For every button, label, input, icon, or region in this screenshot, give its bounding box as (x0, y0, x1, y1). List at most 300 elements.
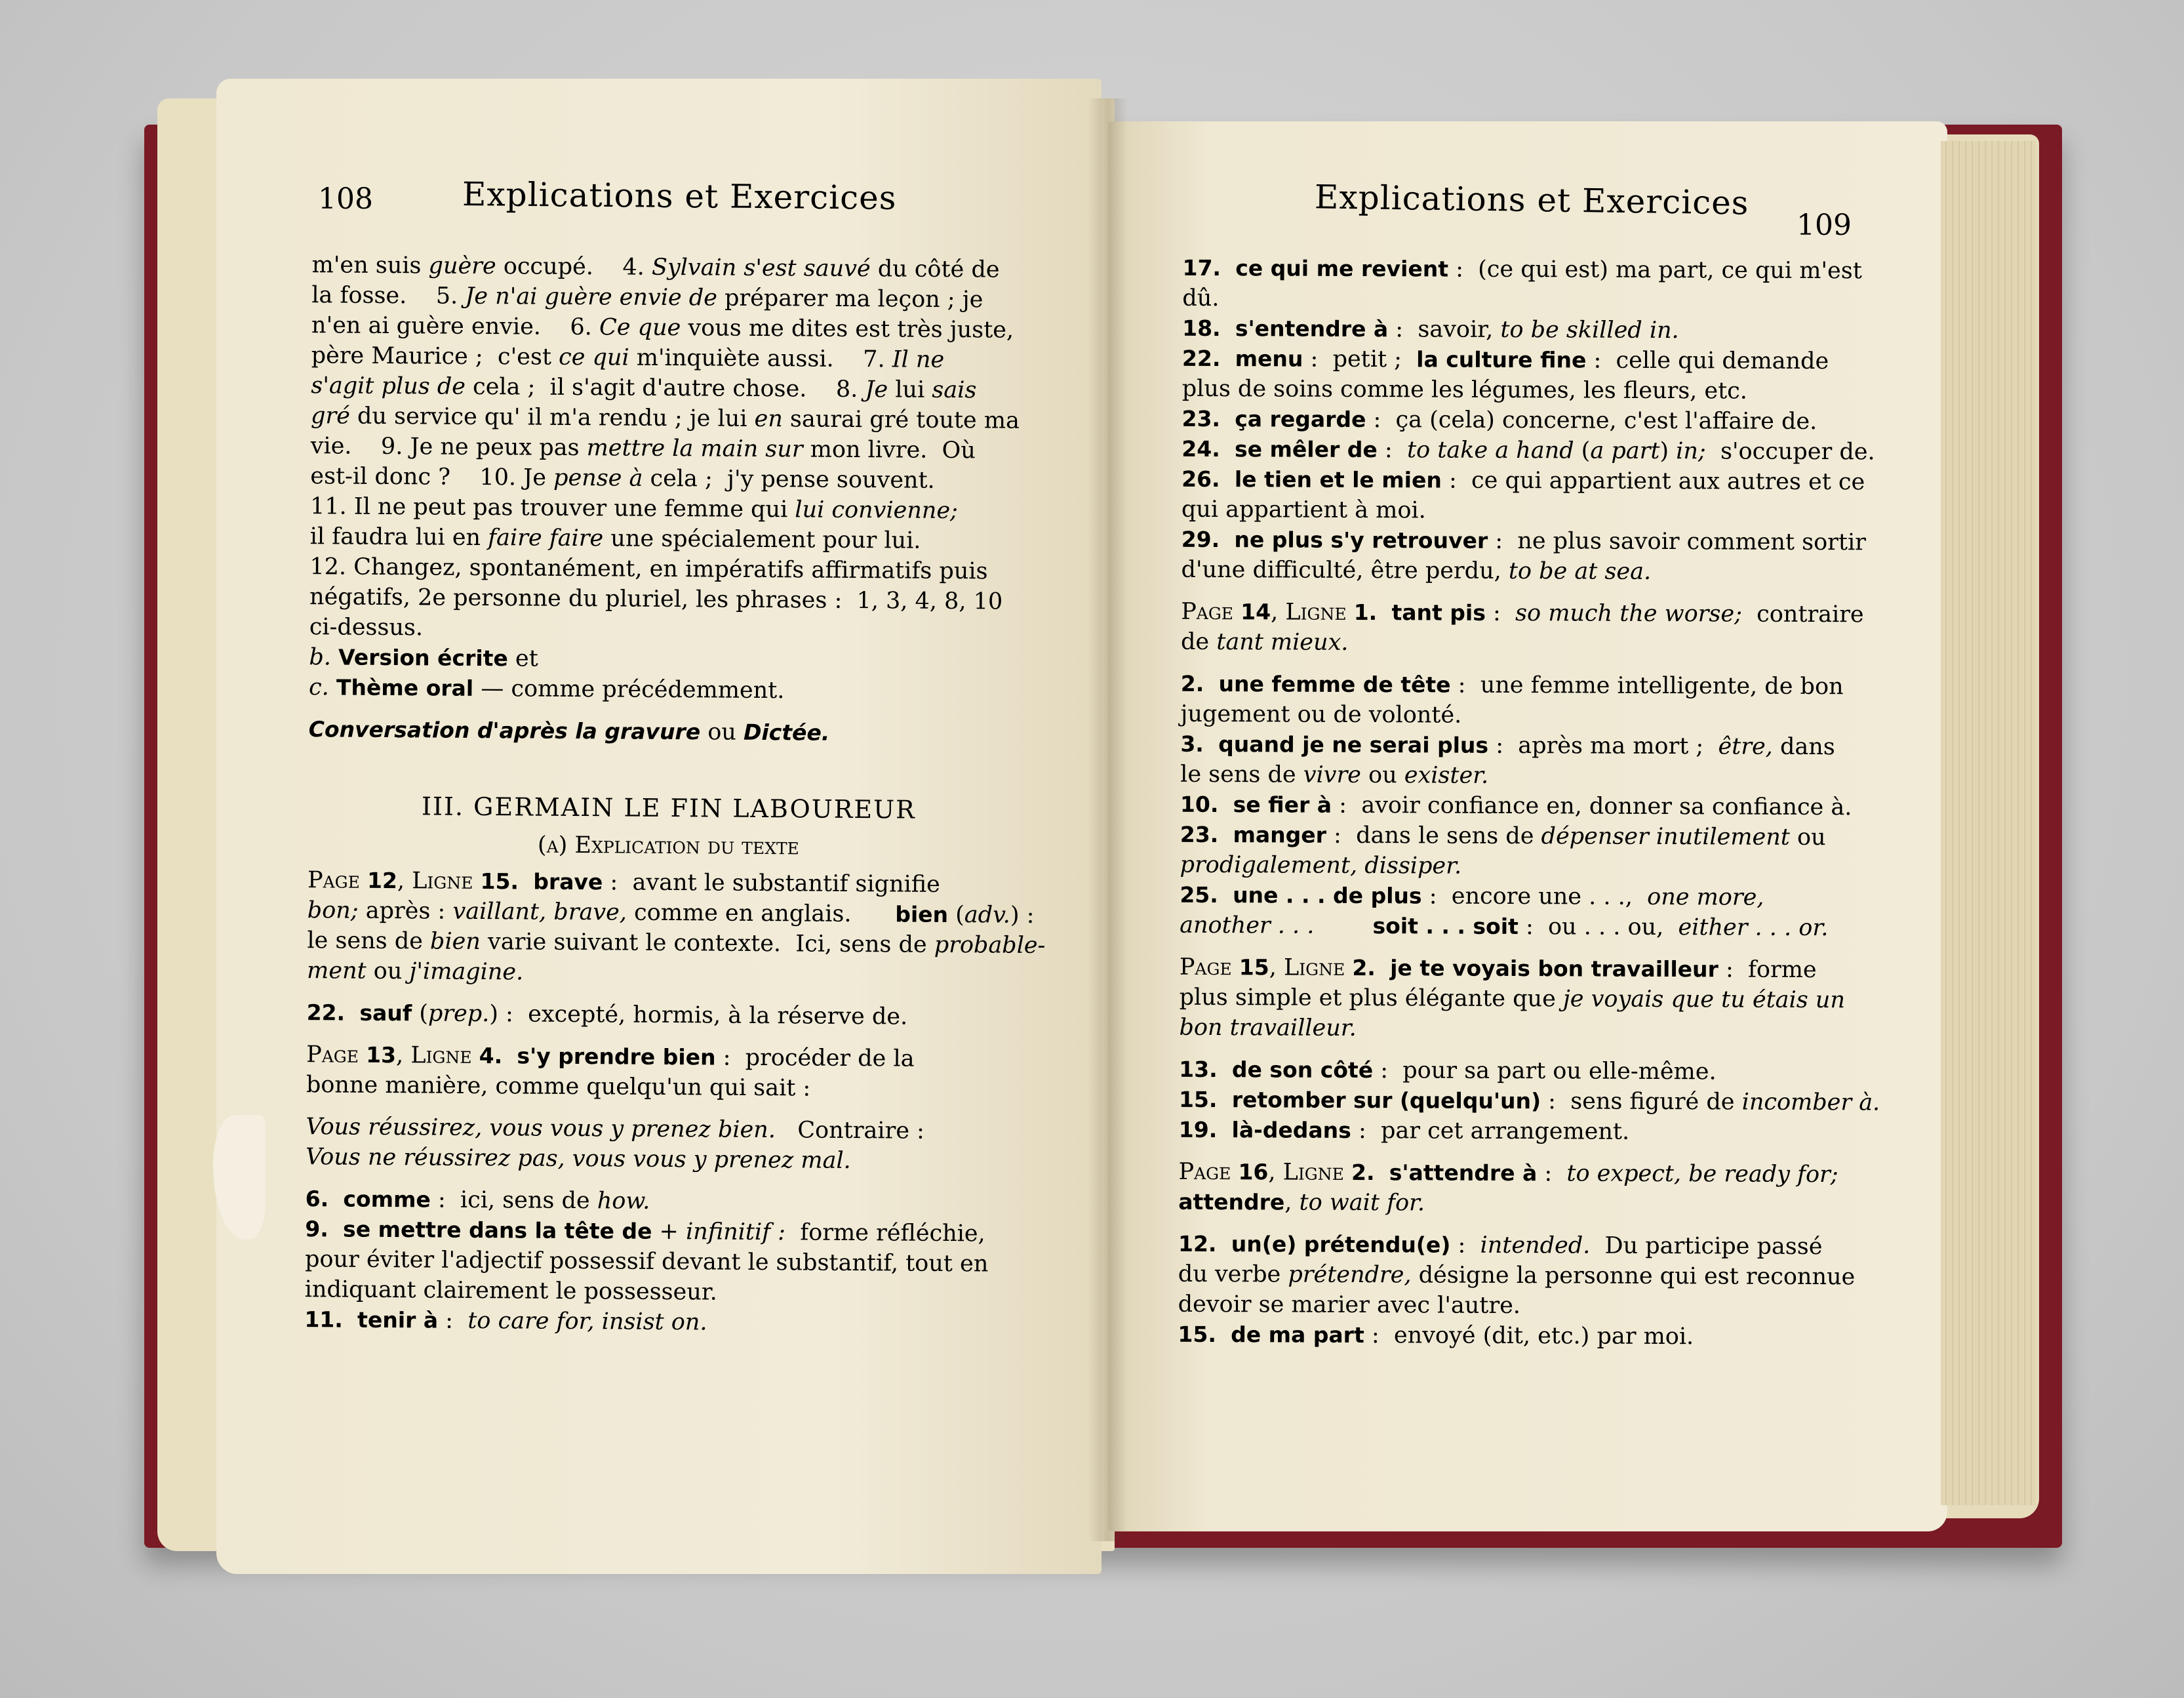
text-run: : sens figuré de (1541, 1088, 1742, 1116)
text-run: le sens de (307, 927, 431, 955)
text-line (308, 865, 1029, 900)
text-run: ce qui (558, 344, 629, 371)
text-run: est-il donc ? 10. Je (310, 463, 554, 491)
text-run: : ici, sens de (430, 1186, 597, 1215)
text-run: 12. Changez, spontanément, en impératifs affirmatifs puis (309, 554, 988, 585)
text-run: lui (888, 376, 932, 403)
text-line (1178, 1187, 1840, 1220)
text-run (1216, 1322, 1231, 1348)
text-run: how. (597, 1188, 650, 1215)
text-run: , (1284, 1189, 1300, 1216)
text-run (1377, 599, 1391, 626)
text-line (1179, 1055, 1841, 1087)
text-run: to take a hand (1406, 437, 1574, 464)
text-run: vivre (1303, 761, 1362, 788)
text-run: forme réfléchie, (785, 1219, 985, 1247)
text-line (309, 612, 1031, 647)
text-run: ou (1789, 824, 1826, 851)
text-run (1221, 315, 1235, 342)
text-run: contraire (1741, 601, 1864, 628)
text-run (1220, 346, 1235, 372)
text-run: , (1268, 1159, 1283, 1186)
text-run: Thème oral (336, 674, 474, 701)
text-run: tant pis (1391, 599, 1486, 626)
text-run: adv. (964, 902, 1011, 929)
text-run: il faudra lui en (309, 523, 488, 552)
text-run: : (1450, 1232, 1480, 1259)
text-run (1216, 1231, 1231, 1257)
text-run: m'inquiète aussi. 7. (629, 344, 892, 373)
text-run: — comme précédemment. (473, 675, 785, 704)
text-run: se mettre dans la tête de (342, 1216, 652, 1244)
text-line (1178, 1229, 1840, 1262)
left-explication-lines (304, 865, 1046, 1340)
text-run: 2. (1351, 1159, 1375, 1186)
text-run: qui appartient à moi. (1181, 496, 1426, 524)
text-run: indiquant clairement le possesseur. (304, 1276, 718, 1306)
text-run: devoir se marier avec l'autre. (1178, 1291, 1521, 1320)
text-run: 9. (305, 1216, 329, 1242)
text-run: 11. Il ne peut pas trouver une femme qui (309, 493, 795, 523)
text-line (307, 895, 1035, 931)
text-run: a part (1590, 437, 1660, 464)
text-run: sauf (359, 1000, 412, 1026)
text-line (1180, 790, 1852, 822)
text-line (309, 642, 1030, 677)
text-run (343, 1307, 358, 1333)
text-line (1181, 434, 1875, 467)
text-run: s'agit plus de (311, 373, 466, 400)
text-run: bien (895, 901, 949, 927)
text-run: s'occuper de. (1705, 438, 1875, 466)
text-run: prétendre, (1288, 1261, 1412, 1289)
text-run: : (ce qui est) ma part, ce qui m'est (1448, 256, 1862, 285)
text-run: : savoir, (1388, 316, 1501, 343)
text-run (1220, 436, 1235, 462)
text-run: : ce qui appartient aux autres et ce (1441, 467, 1865, 496)
text-run: père Maurice ; c'est (311, 342, 559, 371)
text-line (309, 552, 1031, 587)
text-line (1182, 344, 1844, 376)
text-run: Ligne (1282, 1159, 1352, 1186)
text-run: : (1485, 599, 1516, 627)
text-run: vous me dites est très juste, (681, 315, 1014, 344)
text-run: ( (947, 901, 965, 929)
text-run: Du participe passé (1590, 1232, 1823, 1261)
text-line (1182, 374, 1844, 407)
text-line (311, 310, 1033, 346)
text-run (502, 1043, 517, 1069)
left-page-body (304, 250, 1046, 1340)
text-run: 11. (304, 1306, 344, 1333)
text-run: : pour sa part ou elle-même. (1373, 1057, 1717, 1085)
text-run: bonne manière, comme quelqu'un qui sait : (306, 1072, 811, 1102)
text-run: Version écrite (338, 644, 508, 672)
text-run: 14 (1241, 599, 1271, 625)
book-gutter (1088, 98, 1128, 1541)
text-run: another . . . (1180, 912, 1315, 939)
text-run: : forme (1718, 956, 1817, 984)
text-run: 1. (1353, 599, 1378, 626)
text-run (1374, 1160, 1389, 1186)
text-run: bon; (307, 897, 359, 924)
text-run: one more, (1647, 883, 1764, 911)
text-run: vaillant, brave, (452, 898, 627, 926)
text-line (1181, 464, 1865, 497)
text-run: une femme de tête (1218, 671, 1451, 698)
text-run: Contraire : (775, 1117, 925, 1144)
text-run: : (1377, 437, 1408, 464)
text-line (1178, 1259, 1856, 1292)
text-run: soit . . . soit (1372, 913, 1519, 940)
text-run: ment (306, 958, 367, 984)
right-running-head: Explications et Exercices (1314, 178, 1749, 222)
text-run: , (395, 1042, 411, 1069)
text-run: so much the worse; (1515, 600, 1743, 628)
text-run (1218, 822, 1233, 848)
text-run: du verbe (1178, 1261, 1288, 1288)
text-line (309, 672, 1030, 708)
text-line (311, 280, 1033, 315)
text-run: 3. (1180, 731, 1204, 757)
text-run: cela ; j'y pense souvent. (643, 465, 935, 494)
text-run: varie suivant le contexte. Ici, sens de (480, 929, 934, 958)
text-run: 12 (367, 867, 398, 894)
text-run: either . . . or. (1678, 914, 1829, 942)
text-run: : dans le sens de (1326, 822, 1541, 850)
text-run: + (652, 1218, 686, 1245)
text-line (1181, 627, 1843, 660)
text-line (1180, 729, 1842, 762)
text-run: ou (700, 719, 744, 746)
text-line (307, 956, 1028, 991)
text-run: Page (306, 1041, 367, 1068)
text-run: : petit ; (1303, 346, 1417, 373)
text-run (1218, 882, 1233, 908)
text-run: 12. (1178, 1230, 1217, 1257)
text-line (309, 714, 1030, 750)
text-run: mon livre. Où (803, 436, 976, 464)
text-run (1217, 1117, 1231, 1143)
text-run: : ou . . . ou, (1518, 914, 1678, 941)
left-page-number: 108 (318, 182, 373, 216)
text-run: une . . . de plus (1233, 882, 1422, 909)
text-run: Conversation d'après la gravure (308, 716, 701, 745)
text-run: la culture fine (1416, 346, 1587, 373)
text-run (1220, 527, 1234, 553)
text-run (1218, 792, 1233, 818)
text-line (306, 1184, 1027, 1219)
section-title: III. GERMAIN LE FIN LABOUREUR (421, 792, 916, 824)
right-page-edges (1941, 141, 2036, 1505)
text-run: incomber à. (1741, 1089, 1880, 1116)
text-run: ou (366, 958, 410, 985)
text-run: vie. 9. Je ne peux pas (310, 433, 587, 462)
text-line (304, 1304, 1025, 1340)
text-line (305, 1274, 1026, 1310)
text-run: occupé. 4. (496, 253, 652, 281)
text-line (1180, 952, 1842, 985)
text-run: retomber sur (quelqu'un) (1231, 1087, 1541, 1114)
text-run: lui convienne; (795, 496, 959, 525)
text-run: là-dedans (1231, 1117, 1351, 1143)
text-run (1204, 731, 1218, 758)
text-run: 16 (1238, 1159, 1269, 1185)
text-run: ( (1574, 437, 1591, 464)
text-run: c. (308, 674, 330, 701)
text-run: dans (1772, 733, 1835, 761)
text-run: Dictée. (743, 719, 830, 746)
text-run: du service qu' il m'a rendu ; je lui (349, 403, 755, 432)
text-run: ) : excepté, hormis, à la réserve de. (489, 1001, 908, 1030)
text-run: Sylvain s'est sauvé (651, 254, 871, 283)
text-run: Ligne (1283, 954, 1353, 981)
text-run: gré (310, 403, 351, 430)
text-run: : celle qui demande (1586, 347, 1829, 375)
text-run (1314, 913, 1372, 939)
text-run: exister. (1404, 762, 1489, 789)
text-line (307, 998, 1028, 1033)
text-run: bien (429, 928, 481, 956)
text-run: b. (309, 644, 332, 671)
text-run: du côté de (870, 256, 1000, 283)
text-run: Ce que (599, 314, 681, 342)
text-run (328, 1186, 344, 1212)
text-run: m'en suis (311, 252, 429, 279)
text-run: Page (1178, 1158, 1239, 1186)
text-line (1182, 253, 1862, 286)
text-run: ci-dessus. (309, 614, 424, 641)
right-explication-lines (1178, 253, 1880, 1352)
text-run: le sens de (1180, 761, 1303, 788)
text-run: s'attendre à (1389, 1160, 1538, 1186)
text-run: 19. (1178, 1116, 1218, 1143)
text-run: se fier à (1233, 792, 1332, 818)
right-page-body (1178, 253, 1880, 1352)
text-run: in; (1676, 438, 1706, 465)
text-line (1181, 669, 1843, 702)
text-run: je te voyais bon travailleur (1390, 955, 1718, 982)
text-run: cela ; il s'agit d'autre chose. 8. (465, 373, 865, 403)
text-run: Page (307, 867, 368, 894)
text-run: : une femme intelligente, de bon (1450, 672, 1844, 700)
text-run: attendre (1178, 1188, 1285, 1215)
text-run (519, 868, 534, 895)
text-run: de ma part (1231, 1322, 1364, 1348)
text-run: ) : (1010, 902, 1035, 929)
text-run: Ligne (410, 1042, 479, 1069)
text-run: Je n'ai guère envie de (465, 283, 718, 312)
text-run: plus simple et plus élégante que (1179, 984, 1564, 1013)
text-run: 13 (366, 1041, 397, 1068)
text-line (305, 1244, 1026, 1280)
text-run: 22. (306, 1000, 346, 1026)
text-line (311, 250, 1033, 285)
text-run: 17. (1182, 254, 1221, 281)
text-run: sais (932, 376, 977, 404)
text-line (306, 1142, 1027, 1177)
text-run: Page (1179, 954, 1239, 981)
text-line (311, 401, 1032, 436)
text-line (1178, 1320, 1840, 1352)
text-run: 2. (1180, 670, 1204, 697)
text-run: : avant le substantif signifie (603, 869, 940, 898)
text-run: ne plus s'y retrouver (1234, 527, 1488, 554)
text-run: : envoyé (dit, etc.) par moi. (1364, 1322, 1694, 1350)
text-run: , (1271, 599, 1286, 626)
text-run: 2. (1352, 954, 1376, 981)
text-run: Vous réussirez, vous vous y prenez bien. (306, 1114, 776, 1144)
text-run: la fosse. 5. (311, 282, 466, 310)
text-run: intended. (1480, 1232, 1591, 1259)
text-run: j'imagine. (409, 958, 524, 986)
text-line (1181, 525, 1867, 557)
text-line (311, 371, 1032, 406)
text-run: le tien et le mien (1234, 466, 1442, 493)
text-run: ça regarde (1235, 406, 1366, 433)
left-running-head: Explications et Exercices (462, 175, 897, 217)
text-run: to be at sea. (1508, 557, 1652, 585)
text-run: , (1269, 954, 1284, 981)
text-run: guère (428, 253, 496, 280)
text-run: 23. (1180, 821, 1219, 848)
text-run: 15 (1239, 954, 1269, 980)
text-run: : avoir confiance en, donner sa confiance à. (1332, 792, 1852, 821)
text-run: Ligne (412, 868, 481, 895)
text-run: ou (1360, 762, 1404, 789)
text-run: 29. (1181, 526, 1220, 553)
text-run: 15. (1178, 1086, 1218, 1113)
text-run: 25. (1180, 881, 1218, 908)
text-run: 26. (1181, 466, 1220, 493)
text-run: d'une difficulté, être perdu, (1181, 556, 1509, 584)
text-run: menu (1235, 346, 1303, 372)
text-line (1182, 313, 1844, 346)
text-run: 18. (1182, 315, 1221, 342)
text-run: Ligne (1285, 599, 1354, 626)
text-run: prep. (427, 1000, 490, 1028)
text-run: 15. (480, 868, 519, 895)
text-run: : (1537, 1160, 1567, 1187)
text-line (311, 340, 1033, 376)
text-run: être, (1718, 733, 1773, 760)
text-run: brave (533, 868, 603, 895)
text-line (1180, 880, 1842, 913)
text-run: un(e) prétendu(e) (1231, 1231, 1451, 1258)
text-line (310, 491, 1031, 527)
text-line (1181, 404, 1844, 437)
right-page-number: 109 (1797, 209, 1852, 242)
text-run: dépenser inutilement (1541, 823, 1790, 851)
text-run: n'en ai guère envie. 6. (311, 312, 600, 341)
text-run: Il ne (892, 346, 945, 373)
text-run: ( (412, 1000, 429, 1027)
text-line (1178, 1289, 1840, 1322)
text-line (1180, 910, 1842, 943)
text-run: désigne la personne qui est reconnue (1411, 1262, 1856, 1291)
text-run: et (507, 645, 538, 672)
text-run (1217, 1087, 1231, 1113)
text-run (1220, 406, 1235, 432)
text-run: 4. (479, 1042, 503, 1069)
text-run: manger (1233, 822, 1327, 848)
text-run (328, 1216, 344, 1242)
left-exercise-lines (309, 250, 1033, 750)
text-run: 23. (1181, 405, 1221, 432)
text-line (311, 431, 1032, 466)
text-run: tant mieux. (1216, 629, 1349, 656)
text-run: faire faire (488, 525, 604, 552)
text-line (1181, 597, 1864, 630)
text-run (329, 674, 336, 700)
text-run: : encore une . . ., (1421, 883, 1648, 910)
text-line (306, 1070, 1027, 1105)
section-subtitle: (a) Explication du texte (537, 832, 800, 860)
text-line (1179, 982, 1846, 1015)
text-run (1218, 1057, 1232, 1083)
text-line (1180, 820, 1842, 853)
text-run: jugement ou de volonté. (1180, 700, 1462, 729)
text-run: 15. (1178, 1321, 1217, 1348)
text-run: to expect, be ready for; (1566, 1160, 1838, 1188)
text-run: , (397, 868, 412, 895)
text-run: 13. (1179, 1056, 1218, 1083)
text-line (307, 925, 1046, 961)
text-run: Je (865, 376, 888, 403)
text-run: : (437, 1307, 468, 1334)
text-run: : après ma mort ; (1488, 732, 1718, 760)
text-run (1221, 255, 1235, 281)
text-run: Page (1181, 598, 1241, 626)
text-run: s'y prendre bien (517, 1043, 716, 1070)
text-run: pour éviter l'adjectif possessif devant le substantif, tout en (304, 1246, 989, 1278)
text-run: to be skilled in. (1500, 316, 1679, 344)
text-run: to wait for. (1299, 1189, 1425, 1217)
text-run: après : (358, 897, 453, 925)
text-run (1204, 671, 1218, 697)
text-run: 24. (1181, 435, 1220, 462)
text-run: de (1180, 628, 1217, 656)
text-run: : par cet arrangement. (1351, 1117, 1630, 1145)
text-run: préparer ma leçon ; je (717, 285, 983, 313)
text-run: : ça (cela) concerne, c'est l'affaire de. (1366, 407, 1817, 435)
text-run: infinitif : (685, 1219, 786, 1246)
text-run: tenir à (357, 1306, 439, 1333)
text-line (1181, 555, 1843, 588)
text-run: probable- (934, 931, 1046, 960)
text-line (1180, 699, 1842, 732)
text-line (1179, 1013, 1841, 1045)
text-run: s'entendre à (1235, 315, 1389, 342)
text-run: 22. (1181, 345, 1221, 372)
text-line (1178, 1085, 1880, 1118)
text-line (305, 1214, 1026, 1249)
text-line (1180, 759, 1842, 792)
text-line (310, 461, 1031, 496)
text-run (1220, 466, 1235, 493)
text-line (1182, 283, 1844, 316)
text-line (309, 582, 1031, 617)
text-run: : procéder de la (715, 1044, 915, 1072)
text-run: comme (343, 1186, 431, 1213)
text-run: en (754, 405, 784, 433)
text-run: to care for, insist on. (467, 1307, 707, 1336)
text-run (331, 644, 338, 670)
text-line (1179, 1115, 1841, 1148)
text-run: négatifs, 2e personne du pluriel, les phrases : 1, 3, 4, 8, 10 (309, 584, 1003, 615)
text-run: dû. (1182, 285, 1220, 312)
text-line (306, 1040, 1027, 1075)
